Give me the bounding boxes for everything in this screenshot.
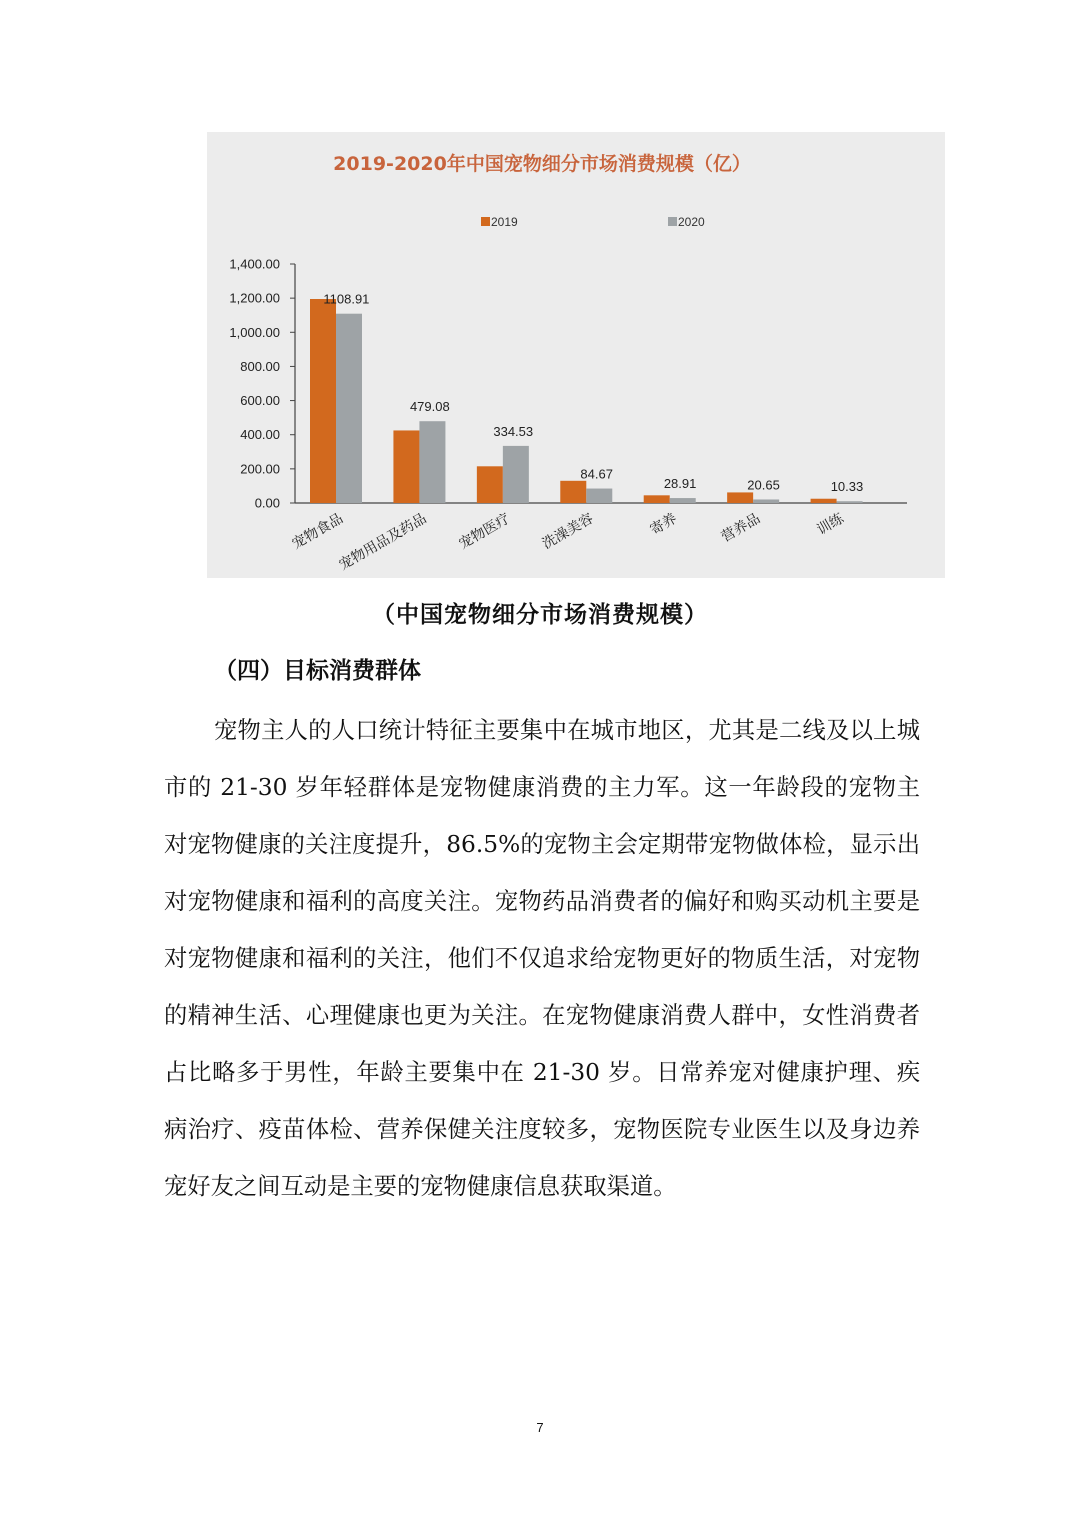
data-label: 28.91: [663, 476, 697, 492]
bar-2019-训练: [811, 499, 837, 503]
data-label: 1108.91: [323, 291, 370, 307]
legend-label-2019: 2019: [491, 215, 518, 229]
y-tick-label: 1,400.00: [229, 256, 280, 272]
x-tick-label: 营养品: [718, 510, 764, 546]
chart-figure: [207, 132, 945, 578]
bar-2020-营养品: [753, 499, 779, 503]
legend-label-2020: 2020: [678, 215, 705, 229]
legend-swatch-2020: [668, 217, 677, 226]
bar-2019-营养品: [727, 492, 753, 503]
data-label: 334.53: [493, 423, 534, 439]
bar-2019-宠物医疗: [477, 466, 503, 503]
figure-caption: （中国宠物细分市场消费规模）: [372, 601, 708, 628]
x-tick-label: 宠物用品及药品: [336, 510, 430, 574]
data-label: 10.33: [830, 479, 864, 495]
x-axis: [289, 503, 907, 573]
x-tick-label: 寄养: [647, 510, 680, 539]
y-axis: [229, 257, 295, 511]
bar-2019-寄养: [644, 495, 670, 503]
chart-title: 2019-2020年中国宠物细分市场消费规模（亿）: [333, 153, 751, 175]
section-heading: （四）目标消费群体: [214, 657, 421, 684]
bar-2020-寄养: [670, 498, 696, 503]
data-label: 84.67: [580, 466, 613, 482]
bar-2019-宠物食品: [310, 299, 336, 503]
y-tick-label: 200.00: [240, 461, 280, 477]
y-tick-label: 1,200.00: [229, 290, 280, 306]
bar-chart: [207, 132, 945, 578]
page-number: 7: [536, 1420, 544, 1435]
bar-2020-宠物用品及药品: [419, 421, 445, 503]
legend-swatch-2019: [481, 217, 490, 226]
y-tick-label: 400.00: [240, 427, 280, 443]
y-tick-label: 1,000.00: [229, 324, 280, 340]
bar-2019-宠物用品及药品: [393, 430, 419, 503]
y-tick-label: 0.00: [254, 495, 280, 511]
bar-2019-洗澡美容: [560, 481, 586, 503]
data-label: 479.08: [409, 399, 450, 415]
bar-2020-宠物食品: [336, 314, 362, 503]
x-tick-label: 训练: [814, 510, 847, 539]
body-paragraph: 宠物主人的人口统计特征主要集中在城市地区，尤其是二线及以上城市的 21-30 岁年轻群体是宠物健康消费的主力军。这一年龄段的宠物主对宠物健康的关注度提升，86.5%的宠物主会定期带宠物做体检，显示出对宠物健康和福利的高度关注。宠物药品消费者的偏好和购买动机主要是对宠物健康和福利的关注，他们不仅追求给宠物更好的物质生活，对宠物的精神生活、心理健康也更为关注。在宠物健康消费人群中，女性消费者占比略多于男性，年龄主要集中在 21-30 岁。日常养宠对健康护理、疾病治疗、疫苗体检、营养保健关注度较多，宠物医院专业医生以及身边养宠好友之间互动是主要的宠物健康信息获取渠道。: [164, 717, 920, 1200]
data-label: 20.65: [747, 477, 780, 493]
x-tick-label: 洗澡美容: [539, 510, 597, 553]
y-tick-label: 800.00: [240, 358, 280, 374]
bar-2020-宠物医疗: [503, 446, 529, 503]
bar-2020-洗澡美容: [586, 489, 612, 503]
bar-2020-训练: [837, 501, 863, 503]
y-tick-label: 600.00: [240, 393, 280, 409]
x-tick-label: 宠物医疗: [456, 510, 513, 553]
x-tick-label: 宠物食品: [289, 510, 346, 553]
chart-legend: [481, 215, 705, 229]
